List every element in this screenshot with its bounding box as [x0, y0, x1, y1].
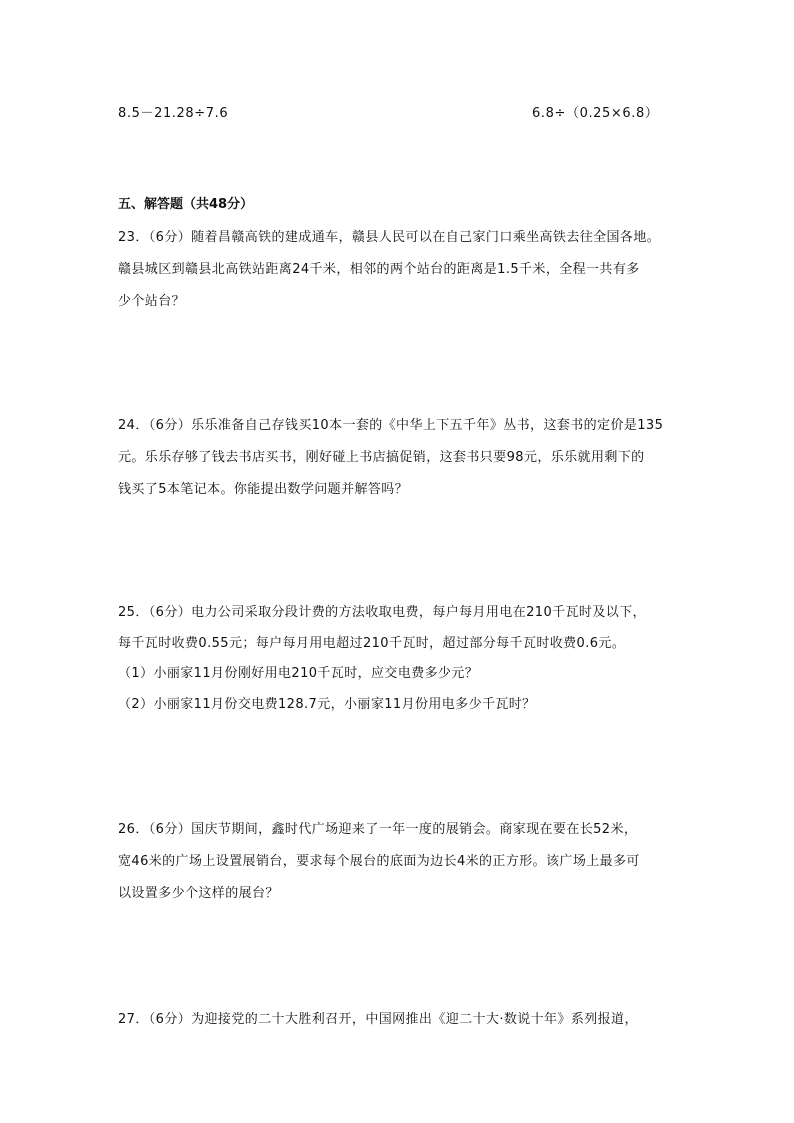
- question-23-line-3: 少个站台？: [118, 294, 186, 309]
- question-26-line-3: 以设置多少个这样的展台？: [118, 886, 279, 901]
- question-26-line-2: 宽46米的广场上设置展销台，要求每个展台的底面为边长4米的正方形。该广场上最多可: [118, 854, 640, 869]
- question-25-subquestion-1: （1）小丽家11月份刚好用电210千瓦时，应交电费多少元？: [118, 666, 479, 681]
- expression-right: 6.8÷（0.25×6.8）: [532, 106, 659, 121]
- question-24-line-2: 元。乐乐存够了钱去书店买书，刚好碰上书店搞促销，这套书只要98元，乐乐就用剩下的: [118, 450, 645, 465]
- question-23-line-2: 赣县城区到赣县北高铁站距离24千米，相邻的两个站台的距离是1.5千米，全程一共有多: [118, 262, 640, 277]
- question-23-line-1: 23．（6分）随着昌赣高铁的建成通车，赣县人民可以在自己家门口乘坐高铁去往全国各地。: [118, 230, 661, 245]
- expression-left: 8.5－21.28÷7.6: [118, 106, 229, 121]
- question-24-line-3: 钱买了5本笔记本。你能提出数学问题并解答吗？: [118, 482, 409, 497]
- question-25-subquestion-2: （2）小丽家11月份交电费128.7元，小丽家11月份用电多少千瓦时？: [118, 697, 536, 712]
- question-25-line-2: 每千瓦时收费0.55元；每户每月用电超过210千瓦时，超过部分每千瓦时收费0.6元。: [118, 636, 626, 651]
- question-24-line-1: 24．（6分）乐乐准备自己存钱买10本一套的《中华上下五千年》丛书，这套书的定价是135: [118, 418, 664, 433]
- question-27-line-1: 27．（6分）为迎接党的二十大胜利召开，中国网推出《迎二十大·数说十年》系列报道，: [118, 1012, 638, 1027]
- question-26-line-1: 26．（6分）国庆节期间，鑫时代广场迎来了一年一度的展销会。商家现在要在长52米，: [118, 822, 638, 837]
- question-25-line-1: 25．（6分）电力公司采取分段计费的方法收取电费，每户每月用电在210千瓦时及以下，: [118, 605, 646, 620]
- section-heading: 五、解答题（共48分）: [118, 197, 254, 212]
